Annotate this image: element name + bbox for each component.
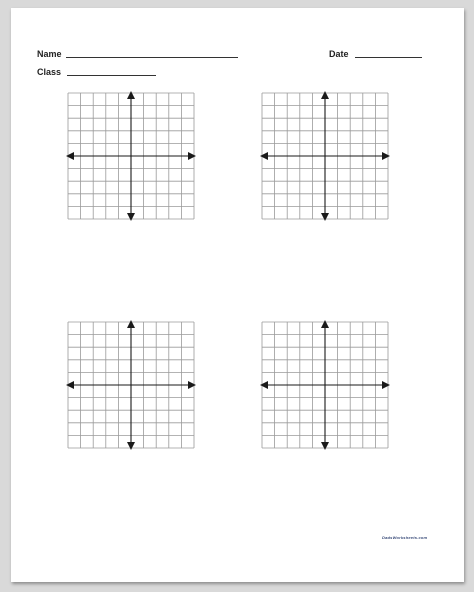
- arrow-up-icon: [127, 320, 135, 328]
- arrow-right-icon: [382, 381, 390, 389]
- arrow-right-icon: [188, 152, 196, 160]
- arrow-left-icon: [66, 381, 74, 389]
- brand-logo: DadsWorksheets.com: [382, 535, 428, 540]
- arrow-right-icon: [188, 381, 196, 389]
- grid-svg: [66, 91, 196, 221]
- arrow-down-icon: [127, 213, 135, 221]
- grid-svg: [66, 320, 196, 450]
- class-label: Class: [37, 67, 62, 77]
- arrow-left-icon: [260, 381, 268, 389]
- date-label: Date: [329, 49, 349, 59]
- name-label: Name: [37, 49, 62, 59]
- arrow-down-icon: [321, 213, 329, 221]
- date-field[interactable]: [355, 57, 422, 58]
- coordinate-grid-4: [260, 320, 390, 450]
- grid-svg: [260, 91, 390, 221]
- arrow-left-icon: [260, 152, 268, 160]
- worksheet-page: [11, 8, 464, 582]
- class-field[interactable]: [67, 75, 156, 76]
- coordinate-grid-3: [66, 320, 196, 450]
- name-field[interactable]: [66, 57, 238, 58]
- arrow-up-icon: [321, 320, 329, 328]
- arrow-down-icon: [127, 442, 135, 450]
- arrow-up-icon: [127, 91, 135, 99]
- coordinate-grid-2: [260, 91, 390, 221]
- coordinate-grid-1: [66, 91, 196, 221]
- arrow-up-icon: [321, 91, 329, 99]
- arrow-down-icon: [321, 442, 329, 450]
- arrow-left-icon: [66, 152, 74, 160]
- grid-svg: [260, 320, 390, 450]
- arrow-right-icon: [382, 152, 390, 160]
